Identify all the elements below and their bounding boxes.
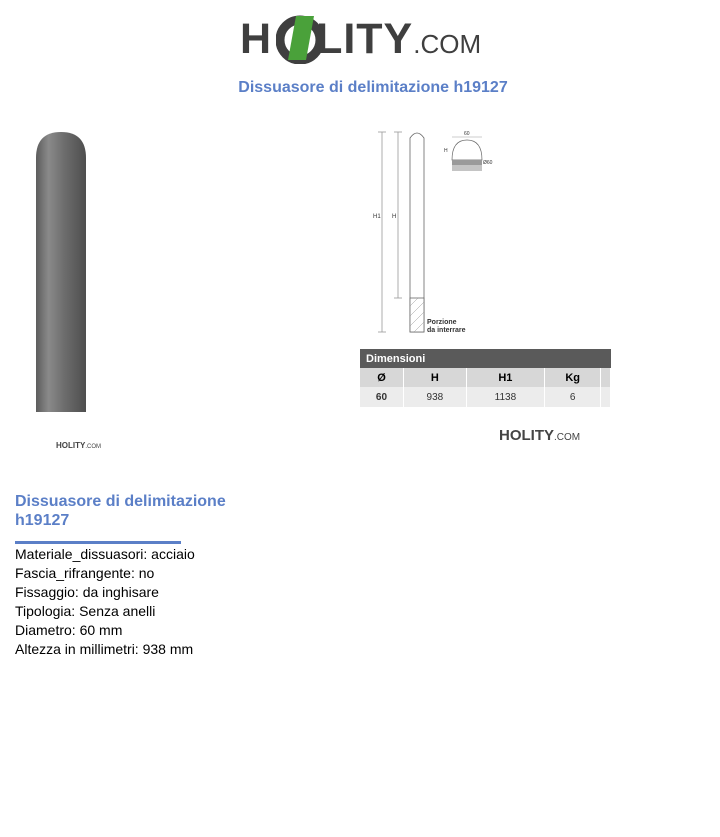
top-h-label: H <box>444 148 448 154</box>
small-logo-suffix: .COM <box>85 444 102 450</box>
spec-item: Fascia_rifrangente: no <box>15 565 155 581</box>
divider <box>15 541 181 544</box>
cell-h: 938 <box>403 387 466 407</box>
header-empty <box>601 368 611 387</box>
logo-text: LITY <box>316 15 414 63</box>
cell-empty <box>601 387 611 407</box>
drawing-logo <box>499 427 580 444</box>
product-photo <box>36 132 86 414</box>
drawing-logo-text: HOLITY <box>499 427 554 444</box>
label-h1: H1 <box>373 214 381 220</box>
logo-letter-h: H <box>240 15 273 63</box>
small-logo-text: HOLITY <box>56 441 86 450</box>
spec-item: Fissaggio: da inghisare <box>15 584 159 600</box>
header-h1: H1 <box>466 368 544 387</box>
header-diameter: Ø <box>360 368 403 387</box>
note-line1: Porzione <box>427 319 457 326</box>
note-line2: da interrare <box>427 327 466 334</box>
holity-logo[interactable] <box>240 10 482 66</box>
cell-kg: 6 <box>545 387 601 407</box>
spec-list <box>15 545 195 659</box>
label-h: H <box>392 214 397 220</box>
spec-item: Materiale_dissuasori: acciaio <box>15 546 195 562</box>
diameter-label: Ø60 <box>483 160 493 166</box>
cell-h1: 1138 <box>466 387 544 407</box>
dimensions-title: Dimensioni <box>360 349 611 368</box>
spec-item: Altezza in millimetri: 938 mm <box>15 641 194 657</box>
logo-suffix: .COM <box>413 29 482 59</box>
spec-item: Tipologia: Senza anelli <box>15 603 156 619</box>
logo-o-mark-icon <box>276 12 324 64</box>
top-width-label: 60 <box>464 131 470 137</box>
page-title: Dissuasore di delimitazione h19127 <box>238 79 508 96</box>
spec-item: Diametro: 60 mm <box>15 622 123 638</box>
header-kg: Kg <box>545 368 601 387</box>
cell-diameter: 60 <box>360 387 403 407</box>
header-h: H <box>403 368 466 387</box>
dimensions-table <box>360 349 611 407</box>
product-name: Dissuasore di delimitazione h19127 <box>15 493 226 529</box>
drawing-logo-suffix: .COM <box>554 432 581 443</box>
technical-drawing <box>360 126 620 338</box>
small-logo <box>56 441 101 450</box>
